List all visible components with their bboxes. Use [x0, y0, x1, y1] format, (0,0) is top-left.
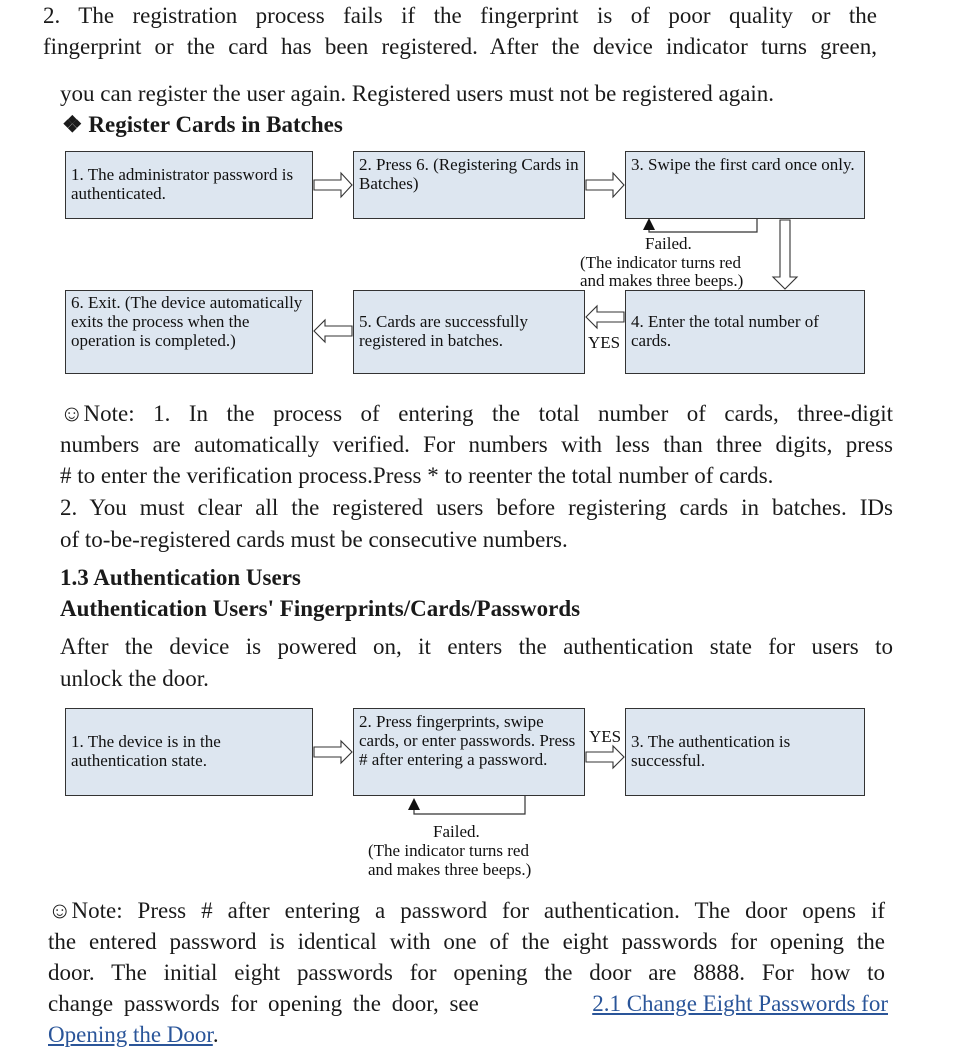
section-intro-line2: unlock the door. [60, 666, 209, 691]
flow2-box-auth-state: 1. The device is in the authentication state. [65, 708, 313, 796]
flow1-failed-loop [649, 219, 757, 232]
flow1-box-swipe-card: 3. Swipe the first card once only. [625, 151, 865, 219]
section-heading: 1.3 Authentication Users [60, 565, 301, 590]
flow1-box-admin-auth: 1. The administrator password is authenticated. [65, 151, 313, 219]
arrow-left-icon [586, 306, 624, 328]
arrow-right-icon [314, 741, 352, 763]
diamond-bullet-icon: ❖ [62, 112, 83, 137]
flow1-box-exit: 6. Exit. (The device automatically exits the process when the operation is completed.) [65, 290, 313, 374]
arrow-right-icon [586, 746, 624, 768]
note1-line1: ☺Note: 1. In the process of entering the total number of cards, three-digit [60, 401, 893, 426]
flow2-box-press-fingerprints: 2. Press fingerprints, swipe cards, or enter passwords. Press # after entering a password. [353, 708, 585, 796]
flow1-box-enter-total: 4. Enter the total number of cards. [625, 290, 865, 374]
flow1-failed-label: Failed. [645, 234, 692, 253]
para1-line1: 2. The registration process fails if the fingerprint is of poor quality or the [43, 3, 877, 28]
note2-line4-text: change passwords for opening the door, see [48, 991, 479, 1016]
flow2-failed-label: Failed. [433, 822, 480, 841]
batch-heading-title: Register Cards in Batches [88, 112, 343, 137]
note1-line2: numbers are automatically verified. For numbers with less than three digits, press [60, 432, 893, 457]
flow1-box-cards-registered: 5. Cards are successfully registered in batches. [353, 290, 585, 374]
flow1-failed-detail-1: (The indicator turns red [580, 253, 741, 272]
para1-line2: fingerprint or the card has been registered. After the device indicator turns green, [43, 34, 877, 59]
note1-line4: 2. You must clear all the registered users before registering cards in batches. IDs [60, 495, 893, 520]
flow2-box-auth-success: 3. The authentication is successful. [625, 708, 865, 796]
section-subheading: Authentication Users' Fingerprints/Cards/Passwords [60, 596, 581, 621]
flow2-yes-label: YES [589, 727, 622, 746]
opening-the-door-link[interactable]: Opening the Door [48, 1022, 213, 1047]
note1-line3: # to enter the verification process.Press * to reenter the total number of cards. [60, 463, 774, 488]
flow1-yes-label: YES [588, 333, 621, 352]
arrow-up-icon [643, 218, 655, 230]
change-passwords-link[interactable]: 2.1 Change Eight Passwords for [592, 991, 888, 1016]
note2-line1: ☺Note: Press # after entering a password for authentication. The door opens if [48, 898, 885, 923]
arrow-up-icon [408, 798, 420, 810]
flow1-failed-detail-2: and makes three beeps.) [580, 271, 744, 290]
arrow-down-icon [773, 220, 797, 289]
note2-line5-end: . [212, 1022, 219, 1047]
arrow-right-icon [314, 173, 352, 197]
arrow-left-icon [314, 320, 352, 342]
note2-line3: door. The initial eight passwords for opening the door are 8888. For how to [48, 960, 885, 985]
section-intro-line1: After the device is powered on, it enters the authentication state for users to [60, 634, 893, 659]
note1-line5: of to-be-registered cards must be consecutive numbers. [60, 527, 568, 552]
flow1-box-press-6: 2. Press 6. (Registering Cards in Batches) [353, 151, 585, 219]
arrow-right-icon [586, 173, 624, 197]
flow2-failed-detail-2: and makes three beeps.) [368, 860, 532, 879]
note2-line2: the entered password is identical with one of the eight passwords for opening the [48, 929, 885, 954]
para1-line3: you can register the user again. Registered users must not be registered again. [60, 81, 775, 106]
flow2-failed-loop [414, 796, 525, 814]
flow2-failed-detail-1: (The indicator turns red [368, 841, 529, 860]
